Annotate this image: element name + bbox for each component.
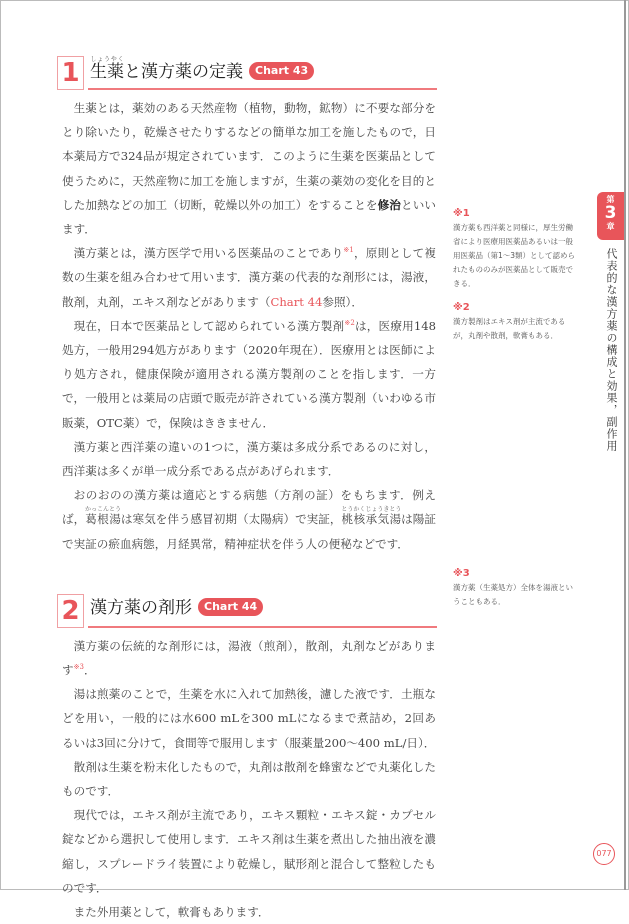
bold-term: 修治 — [377, 197, 401, 212]
text-run: 現在，日本で医薬品として認められている漢方製剤 — [73, 318, 345, 333]
side-notes — [453, 207, 580, 343]
side-note-1 — [453, 207, 580, 291]
paragraph — [62, 634, 436, 682]
note-mark: ※1 — [453, 208, 470, 219]
chapter-title: 代表的な漢方薬の構成と効果，副作用 — [605, 248, 618, 452]
paragraph — [62, 435, 436, 483]
chapter-tab[interactable] — [597, 192, 624, 240]
title-text: 漢方薬の剤形 — [90, 597, 192, 618]
section-1-heading — [57, 52, 437, 92]
footnote-ref[interactable]: ※3 — [73, 663, 84, 672]
note-mark: ※2 — [453, 302, 470, 313]
section-1-body — [62, 96, 436, 556]
ruby-base: 葛根 — [85, 512, 110, 527]
furigana: とう — [109, 506, 122, 514]
chapter-suffix: 章 — [606, 222, 615, 231]
section-2-body — [62, 634, 436, 924]
text-run: 漢方薬の伝統的な剤形には，湯液（煎剤），散剤，丸剤などがあります — [62, 638, 436, 678]
note-text: 漢方製剤はエキス剤が主流であるが，丸剤や散剤，軟膏もある． — [453, 317, 566, 340]
note-text: 漢方薬も西洋薬と同様に，厚生労働省により医療用医薬品あるいは一般用医薬品（第1〜3類）として認められたもののみが医薬品として販売できる． — [453, 223, 576, 288]
text-run: 参照）． — [322, 294, 363, 309]
text-run: 生薬とは，薬効のある天然産物（植物，動物，鉱物）に不要な部分をとり除いたり，乾燥させたりするなどの簡単な加工を施したもので，日本薬局方で324品が規定されています．このように生薬を医薬品として使うために，天然産物に加工を施しますが，生薬の薬効の変化を目的とした加熱などの加工（切断，乾燥以外の加工）をすることを — [62, 101, 436, 212]
chapter-number: 3 — [604, 203, 617, 223]
text-run: は寒気を伴う感冒初期（太陽病）で実証， — [120, 512, 342, 527]
text-run: おのおのの漢方薬は適応とする病態（方剤の証）をもちます．例えば， — [62, 488, 436, 527]
title-ruby-base: 生薬 — [90, 62, 124, 82]
chart-link[interactable]: Chart 44 — [270, 294, 323, 309]
section-2-heading — [57, 590, 437, 630]
ruby-base: 桃核承気湯 — [341, 512, 402, 527]
side-note-2 — [453, 301, 580, 343]
section-title — [90, 56, 314, 86]
section-underline — [88, 626, 437, 628]
furigana: とうかくじょうきとう — [341, 506, 402, 514]
text-run: 漢方薬とは，漢方医学で用いる医薬品のことであり — [73, 246, 344, 261]
paragraph — [62, 241, 436, 314]
paragraph — [62, 900, 436, 924]
section-title — [90, 594, 263, 622]
note-text: 漢方薬（生薬処方）全体を湯液ということもある． — [453, 583, 573, 606]
chart-badge[interactable]: Chart 44 — [198, 598, 263, 616]
section-underline — [88, 88, 437, 90]
text-run: ． — [83, 663, 96, 678]
title-rest: と漢方薬の定義 — [124, 62, 243, 82]
text-run: 漢方薬と西洋薬の違いの1つに，漢方薬は多成分系であるのに対し，西洋薬は多くが単一成分系である点があげられます． — [62, 439, 436, 479]
text-run: 散剤は生薬を粉末化したもので，丸剤は散剤を蜂蜜などで丸薬化したものです． — [62, 759, 436, 799]
text-run: 湯は煎薬のことで，生薬を水に入れて加熱後，濾した液です．土瓶などを用い，一般的には水600 mLを300 mLになるまで煮詰め，2回あるいは3回に分けて，食間等で服用します（服薬量200〜400 mL/日）． — [62, 687, 436, 750]
ruby-term — [109, 506, 122, 527]
main-column — [57, 52, 437, 924]
footnote-ref[interactable]: ※2 — [344, 318, 355, 327]
note-mark: ※3 — [453, 568, 470, 579]
page-number: 077 — [593, 843, 615, 865]
furigana: かっこん — [85, 506, 110, 514]
text-run: は陽証で実証の瘀血病態，月経異常，精神症状を伴う人の便秘などです． — [62, 512, 436, 551]
text-run: また外用薬として，軟膏もあります． — [73, 905, 270, 920]
ruby-term — [85, 506, 110, 527]
text-run: といいます． — [62, 197, 436, 237]
page-edge-line — [624, 0, 626, 890]
paragraph — [62, 803, 436, 900]
paragraph — [62, 96, 436, 241]
text-run: 現代では，エキス剤が主流であり，エキス顆粒・エキス錠・カプセル錠などから選択して使用します．エキス剤は生薬を煮出した抽出液を濃縮し，スプレードライ装置により乾燥し，賦形剤と混合して整粒したものです． — [62, 808, 436, 895]
paragraph — [62, 314, 436, 435]
footnote-ref[interactable]: ※1 — [343, 246, 354, 255]
chart-badge[interactable]: Chart 43 — [249, 62, 314, 80]
section-number: 1 — [57, 56, 84, 90]
side-note-3 — [453, 567, 580, 609]
chapter-prefix: 第 — [606, 195, 615, 204]
paragraph — [62, 755, 436, 803]
paragraph — [62, 483, 436, 556]
ruby-term — [341, 506, 402, 527]
text-run: は，医療用148処方，一般用294処方があります（2020年現在）．医療用とは医師により処方され，健康保険が適用される漢方製剤のことを指します．一方で，一般用とは薬局の店頭で販売が許されている漢方製剤（いわゆる市販薬，OTC薬）で，保険はききません． — [62, 318, 436, 430]
furigana: しょうやく — [90, 56, 124, 63]
text-run: ，原則として複数の生薬を組み合わせて用います．漢方薬の代表的な剤形には，湯液，散剤，丸剤，エキス剤などがあります（ — [62, 246, 436, 309]
paragraph — [62, 682, 436, 755]
section-number: 2 — [57, 594, 84, 628]
ruby-base: 湯 — [109, 512, 122, 527]
